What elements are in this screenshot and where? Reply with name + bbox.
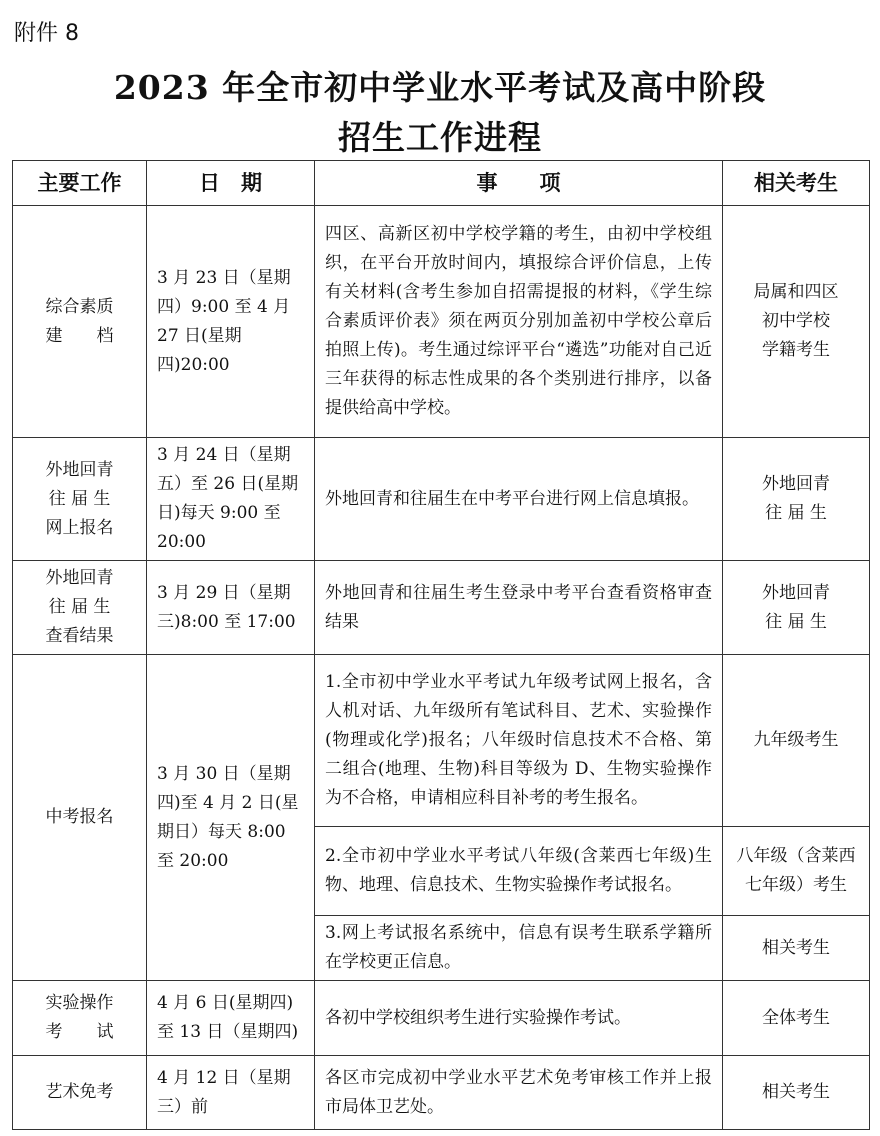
cell-date: 3 月 24 日（星期五）至 26 日(星期日)每天 9:00 至 20:00 xyxy=(147,438,315,561)
cell-item: 外地回青和往届生考生登录中考平台查看资格审查结果 xyxy=(315,561,723,655)
header-item: 事 项 xyxy=(315,161,723,206)
document-title-line-1: 2023 年全市初中学业水平考试及高中阶段 xyxy=(113,68,767,107)
table-row xyxy=(13,981,870,1056)
cell-work: 艺术免考 xyxy=(13,1056,147,1130)
cell-work: 实验操作 考 试 xyxy=(13,981,147,1056)
cell-students: 相关考生 xyxy=(723,916,870,981)
table-row xyxy=(13,655,870,827)
schedule-table xyxy=(12,160,870,1130)
cell-item: 各区市完成初中学业水平艺术免考审核工作并上报市局体卫艺处。 xyxy=(315,1056,723,1130)
table-row xyxy=(13,206,870,438)
cell-item: 外地回青和往届生在中考平台进行网上信息填报。 xyxy=(315,438,723,561)
cell-students: 全体考生 xyxy=(723,981,870,1056)
cell-students: 外地回青 往 届 生 xyxy=(723,438,870,561)
attachment-label: 附件 8 xyxy=(14,21,79,46)
cell-item: 各初中学校组织考生进行实验操作考试。 xyxy=(315,981,723,1056)
cell-item: 四区、高新区初中学校学籍的考生，由初中学校组织，在平台开放时间内，填报综合评价信息，上传有关材料(含考生参加自招需提报的材料，《学生综合素质评价表》须在两页分别加盖初中学校公章后拍照上传)。考生通过综评平台“遴选”功能对自己近三年获得的标志性成果的各个类别进行排序，以备提供给高中学校。 xyxy=(315,206,723,438)
cell-date: 3 月 30 日（星期四)至 4 月 2 日(星期日）每天 8:00 至 20:00 xyxy=(147,655,315,981)
cell-date: 4 月 6 日(星期四)至 13 日（星期四) xyxy=(147,981,315,1056)
document-title-line-2: 招生工作进程 xyxy=(338,118,542,157)
cell-work: 中考报名 xyxy=(13,655,147,981)
cell-item: 3.网上考试报名系统中，信息有误考生联系学籍所在学校更正信息。 xyxy=(315,916,723,981)
header-main-work: 主要工作 xyxy=(13,161,147,206)
cell-item: 2.全市初中学业水平考试八年级(含莱西七年级)生物、地理、信息技术、生物实验操作考试报名。 xyxy=(315,827,723,916)
cell-work: 综合素质 建 档 xyxy=(13,206,147,438)
table-row xyxy=(13,561,870,655)
table-row xyxy=(13,438,870,561)
cell-students: 外地回青 往 届 生 xyxy=(723,561,870,655)
table-header-row xyxy=(13,161,870,206)
cell-date: 4 月 12 日（星期三）前 xyxy=(147,1056,315,1130)
cell-students: 相关考生 xyxy=(723,1056,870,1130)
header-date: 日 期 xyxy=(147,161,315,206)
cell-students: 八年级（含莱西七年级）考生 xyxy=(723,827,870,916)
cell-date: 3 月 29 日（星期三)8:00 至 17:00 xyxy=(147,561,315,655)
cell-students: 局属和四区 初中学校 学籍考生 xyxy=(723,206,870,438)
table-row xyxy=(13,1056,870,1130)
cell-work: 外地回青 往 届 生 查看结果 xyxy=(13,561,147,655)
cell-students: 九年级考生 xyxy=(723,655,870,827)
header-students: 相关考生 xyxy=(723,161,870,206)
cell-item: 1.全市初中学业水平考试九年级考试网上报名，含人机对话、九年级所有笔试科目、艺术、实验操作(物理或化学)报名；八年级时信息技术不合格、第二组合(地理、生物)科目等级为 D、生物实验操作为不合格，申请相应科目补考的考生报名。 xyxy=(315,655,723,827)
cell-work: 外地回青 往 届 生 网上报名 xyxy=(13,438,147,561)
cell-date: 3 月 23 日（星期四）9:00 至 4 月 27 日(星期四)20:00 xyxy=(147,206,315,438)
